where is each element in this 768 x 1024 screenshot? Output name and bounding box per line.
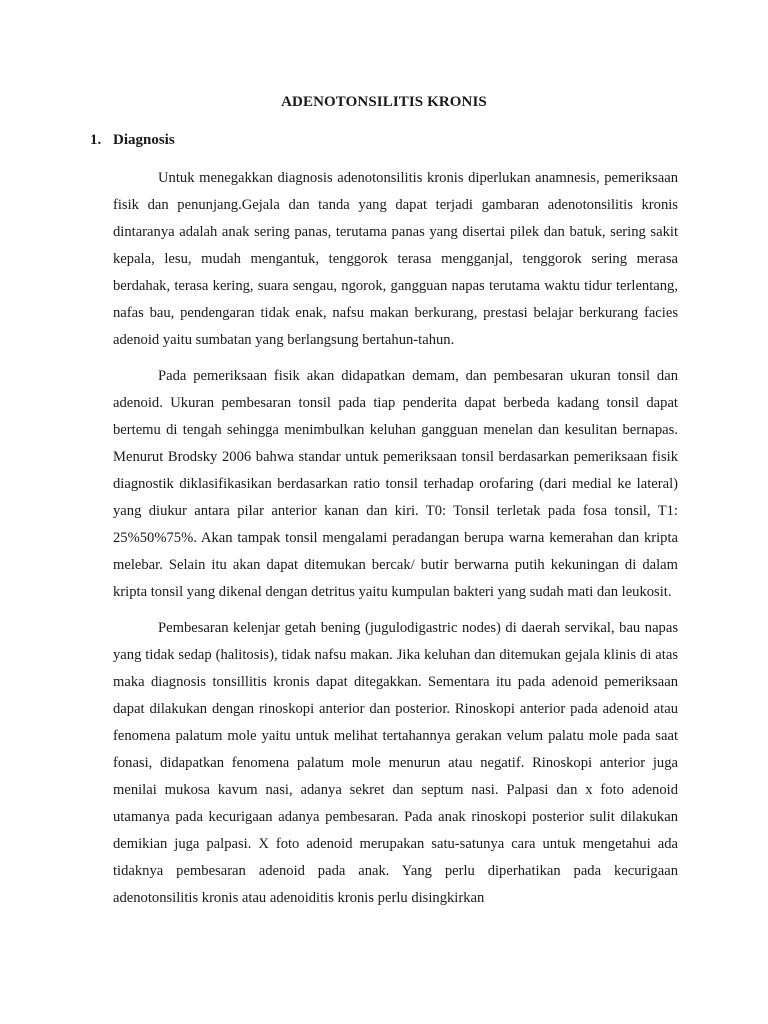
body-text [113, 165, 678, 921]
paragraph-lymph-nodes: Pembesaran kelenjar getah bening (jugulodigastric nodes) di daerah servikal, bau napas yang tidak sedap (halitosis), tidak nafsu makan. Jika keluhan dan ditemukan gejala klinis di atas maka diagnosis tonsillitis kronis dapat ditegakkan. Sementara itu pada adenoid pemeriksaan dapat dilakukan dengan rinoskopi anterior dan posterior. Rinoskopi anterior pada adenoid atau fenomena palatum mole yaitu untuk melihat tertahannya gerakan velum palatu mole pada saat fonasi, didapatkan fenomena palatum mole menurun atau negatif. Rinoskopi anterior juga menilai mukosa kavum nasi, adanya sekret dan septum nasi. Palpasi dan x foto adenoid utamanya pada kecurigaan adanya pembesaran. Pada anak rinoskopi posterior sulit dilakukan demikian juga palpasi. X foto adenoid merupakan satu-satunya cara untuk mengetahui ada tidaknya pembesaran adenoid pada anak. Yang perlu diperhatikan pada kecurigaan adenotonsilitis kronis atau adenoiditis kronis perlu disingkirkan [113, 620, 678, 906]
paragraph-physical-exam: Pada pemeriksaan fisik akan didapatkan demam, dan pembesaran ukuran tonsil dan adenoid. Ukuran pembesaran tonsil pada tiap penderita dapat berbeda kadang tonsil dapat bertemu di tengah sehingga menimbulkan keluhan gangguan menelan dan kesulitan bernapas. Menurut Brodsky 2006 bahwa standar untuk pemeriksaan tonsil berdasarkan pemeriksaan fisik diagnostik diklasifikasikan berdasarkan ratio tonsil terhadap orofaring (dari medial ke lateral) yang diukur antara pilar anterior kanan dan kiri. T0: Tonsil terletak pada fosa tonsil, T1: 25%50%75%. Akan tampak tonsil mengalami peradangan berupa warna kemerahan dan kripta melebar. Selain itu akan dapat ditemukan bercak/ butir berwarna putih kekuningan di dalam kripta tonsil yang dikenal dengan detritus yaitu kumpulan bakteri yang sudah mati dan leukosit. [113, 368, 678, 600]
document-title: ADENOTONSILITIS KRONIS [281, 94, 487, 110]
section-number: 1. [90, 132, 102, 148]
section-title: Diagnosis [113, 132, 175, 148]
section-heading [90, 130, 175, 150]
paragraph-symptoms: Untuk menegakkan diagnosis adenotonsilitis kronis diperlukan anamnesis, pemeriksaan fisik dan penunjang.Gejala dan tanda yang dapat terjadi gambaran adenotonsilitis kronis dintaranya adalah anak sering panas, terutama panas yang disertai pilek dan batuk, sering sakit kepala, lesu, mudah mengantuk, tenggorok terasa mengganjal, tenggorok sering merasa berdahak, terasa kering, suara sengau, ngorok, gangguan napas terutama waktu tidur terlentang, nafas bau, pendengaran tidak enak, nafsu makan berkurang, prestasi belajar berkurang facies adenoid yaitu sumbatan yang berlangsung bertahun-tahun. [113, 170, 678, 348]
